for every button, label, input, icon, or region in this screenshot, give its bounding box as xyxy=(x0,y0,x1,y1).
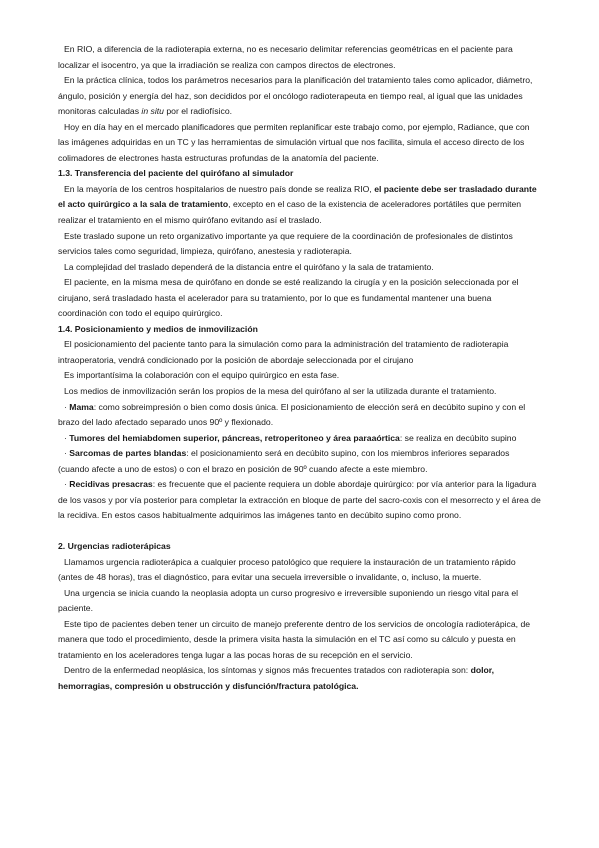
paragraph-text: por el radiofísico. xyxy=(163,106,233,117)
paragraph-text: En la mayoría de los centros hospitalarios de nuestro país donde se realiza RIO, xyxy=(64,183,375,194)
paragraph-text: Este traslado supone un reto organizativo importante ya que requiere de la coordinación de profesionales de distintos servicios tales como seguridad, limpieza, quirófano, anestesia y radioterapia. xyxy=(58,230,513,257)
paragraph-text: Es importantísima la colaboración con el equipo quirúrgico en esta fase. xyxy=(64,370,340,381)
paragraph-text: Hoy en día hay en el mercado planificadores que permiten replanificar este trabajo como, por ejemplo, Radiance, que con las imágenes adquiridas en un TC y las herramientas de simulación virtual que nos facilita, simula el acceso directo de los colimadores de electrones hasta estructuras profundas de la anatomía del paciente. xyxy=(58,121,530,163)
bullet-text: : el posicionamiento será en decúbito supino, con los miembros inferiores separados (cuando afecte a uno de estos) o con el brazo en posición de 90º cuando afecte a este miembro. xyxy=(58,448,510,474)
paragraph-text: La complejidad del traslado dependerá de la distancia entre el quirófano y la sala de tratamiento. xyxy=(64,261,434,272)
bullet-marker: · xyxy=(64,401,67,412)
paragraph xyxy=(58,555,541,586)
section-heading: 2. Urgencias radioterápicas xyxy=(58,540,171,551)
bullet-item xyxy=(58,400,541,431)
paragraph xyxy=(58,617,541,664)
paragraph xyxy=(58,586,541,617)
bullet-label: Recidivas presacras xyxy=(69,479,153,490)
section-heading: 1.3. Transferencia del paciente del quirófano al simulador xyxy=(58,168,294,179)
paragraph xyxy=(58,229,541,260)
paragraph xyxy=(58,260,541,276)
paragraph xyxy=(58,368,541,384)
paragraph xyxy=(58,663,541,694)
paragraph-text: En la práctica clínica, todos los parámetros necesarios para la planificación del tratamiento tales como aplicador, diámetro, ángulo, posición y energía del haz, son decididos por el oncólogo radioterapeuta en tiempo real, al igual que las unidades monitoras calculadas xyxy=(58,75,533,117)
bullet-label: Mama xyxy=(69,401,94,412)
paragraph xyxy=(58,275,541,322)
bullet-item xyxy=(58,446,541,477)
paragraph-text: , excepto en el caso de la existencia de aceleradores portátiles que permiten realizar el tratamiento en el mismo quirófano evitando así el traslado. xyxy=(58,199,522,226)
bullet-text: : se realiza en decúbito supino xyxy=(399,432,517,443)
paragraph-text: En RIO, a diferencia de la radioterapia externa, no es necesario delimitar referencias geométricas en el paciente para localizar el isocentro, ya que la irradiación se realiza con campos directos de electrones. xyxy=(58,44,513,70)
bold-phrase: dolor, hemorragias, compresión u obstrucción y disfunción/fractura patológica. xyxy=(58,665,495,691)
paragraph xyxy=(58,42,541,73)
paragraph-text: Llamamos urgencia radioterápica a cualquier proceso patológico que requiere la instauración de un tratamiento rápido (antes de 48 horas), tras el diagnóstico, para evitar una secuela irreversible o invalidante, o, incluso, la muerte. xyxy=(58,556,516,583)
bullet-marker: · xyxy=(64,448,67,459)
bullet-item xyxy=(58,431,541,447)
paragraph xyxy=(58,182,541,229)
bullet-marker: · xyxy=(64,479,67,490)
bullet-text: : como sobreimpresión o bien como dosis única. El posicionamiento de elección será en decúbito supino y con el brazo del lado afectado separado unos 90º y flexionado. xyxy=(58,401,526,428)
paragraph-text: Este tipo de pacientes deben tener un circuito de manejo preferente dentro de los servicios de oncología radioterápica, de manera que todo el procedimiento, desde la primera visita hasta la simulación en el TC así como su cálculo y puesta en tratamiento en los aceleradores tenga lugar a las pocas horas de su recepción en el servicio. xyxy=(58,618,531,660)
paragraph-text: Una urgencia se inicia cuando la neoplasia adopta un curso progresivo e irreversible suponiendo un riesgo vital para el paciente. xyxy=(58,587,519,614)
bold-phrase: el paciente debe ser trasladado durante el acto quirúrgico a la sala de tratamiento xyxy=(58,183,537,210)
paragraph xyxy=(58,73,541,120)
paragraph-text: Dentro de la enfermedad neoplásica, los síntomas y signos más frecuentes tratados con radioterapia son: xyxy=(64,665,471,676)
bullet-marker: · xyxy=(64,432,67,443)
paragraph xyxy=(58,337,541,368)
bullet-text: : es frecuente que el paciente requiera un doble abordaje quirúrgico: por vía anterior para la ligadura de los vasos y por vía posterior para completar la extracción en bloque de parte del sacro-coxis con el mesorrecto y el área de la recidiva. En estos casos habitualmente adquirimos las imágenes tanto en decúbito supino como prono. xyxy=(58,479,541,521)
paragraph xyxy=(58,384,541,400)
bullet-label: Sarcomas de partes blandas xyxy=(69,448,187,459)
paragraph-text: Los medios de inmovilización serán los propios de la mesa del quirófano al ser la utilizada durante el tratamiento. xyxy=(64,386,497,397)
bullet-label: Tumores del hemiabdomen superior, páncreas, retroperitoneo y área paraaórtica xyxy=(69,432,400,443)
paragraph xyxy=(58,120,541,167)
paragraph-text: El paciente, en la misma mesa de quirófano en donde se esté realizando la cirugía y en la posición seleccionada por el cirujano, será trasladado hasta el acelerador para su tratamiento, por lo que es fundamental mantener una buena coordinación con todo el equipo quirúrgico. xyxy=(58,277,519,319)
bullet-item xyxy=(58,477,541,524)
paragraph-text: El posicionamiento del paciente tanto para la simulación como para la administración del tratamiento de radioterapia intraoperatoria, vendrá condicionado por la posición de abordaje seleccionada por el cirujano xyxy=(58,339,509,365)
section-heading: 1.4. Posicionamiento y medios de inmovilización xyxy=(58,323,258,334)
italic-term: in situ xyxy=(141,106,164,117)
